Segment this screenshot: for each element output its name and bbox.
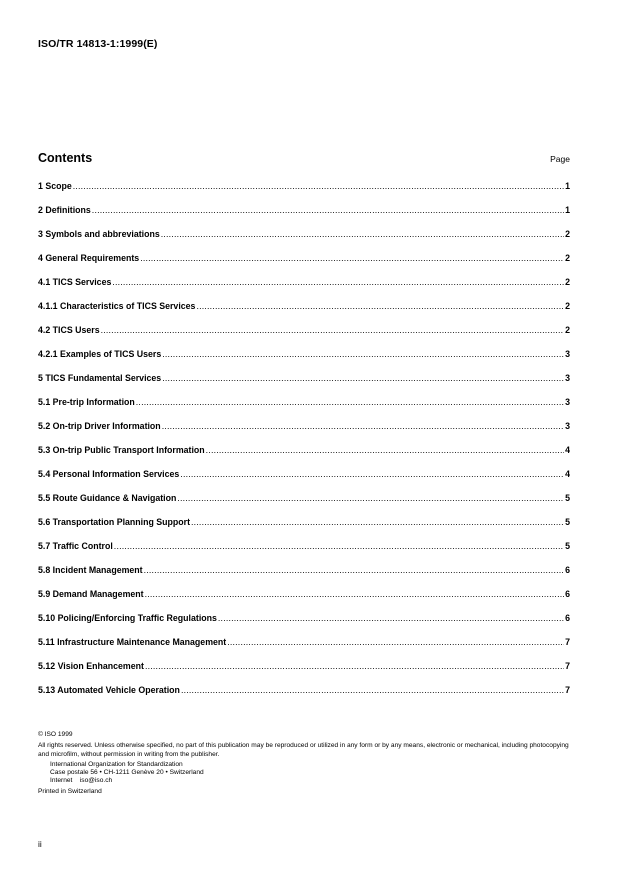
copyright-notice: © ISO 1999 (38, 731, 73, 738)
toc-entry-page: 3 (565, 373, 570, 383)
toc-entry-page: 3 (565, 397, 570, 407)
toc-entry-title: 5.13 Automated Vehicle Operation (38, 685, 180, 695)
toc-dot-leader (136, 396, 564, 408)
toc-entry-page: 4 (565, 469, 570, 479)
toc-entry-title: 5.10 Policing/Enforcing Traffic Regulations (38, 613, 217, 623)
toc-entry[interactable] (38, 684, 570, 708)
toc-entry[interactable] (38, 420, 570, 444)
toc-entry-page: 7 (565, 661, 570, 671)
rights-statement: All rights reserved. Unless otherwise specified, no part of this publication may be reproduced or utilized in any form or by any means, electronic or mechanical, including photocopying and microfilm, without permission in writing from the publisher. (38, 742, 569, 758)
toc-entry-title: 4.2.1 Examples of TICS Users (38, 349, 162, 359)
toc-entry-title: 2 Definitions (38, 205, 91, 215)
toc-dot-leader (161, 228, 564, 240)
toc-entry[interactable] (38, 468, 570, 492)
toc-entry-title: 5.4 Personal Information Services (38, 469, 180, 479)
toc-dot-leader (73, 180, 564, 192)
copyright-block (38, 731, 578, 796)
toc-entry[interactable] (38, 492, 570, 516)
toc-entry[interactable] (38, 372, 570, 396)
toc-entry[interactable] (38, 228, 570, 252)
toc-entry-page: 5 (565, 493, 570, 503)
toc-entry[interactable] (38, 444, 570, 468)
toc-entry-title: 5.7 Traffic Control (38, 541, 113, 551)
postal-address: Case postale 56 • CH-1211 Genève 20 • Switzerland (50, 769, 204, 777)
toc-entry-title: 5.6 Transportation Planning Support (38, 517, 190, 527)
toc-entry[interactable] (38, 396, 570, 420)
toc-dot-leader (101, 324, 564, 336)
toc-dot-leader (227, 636, 564, 648)
email-address[interactable]: iso@iso.ch (79, 777, 113, 785)
toc-entry-page: 4 (565, 445, 570, 455)
toc-entry[interactable] (38, 300, 570, 324)
toc-dot-leader (145, 588, 565, 600)
toc-entry-title: 5.2 On-trip Driver Information (38, 421, 161, 431)
toc-dot-leader (92, 204, 564, 216)
toc-entry-page: 6 (565, 589, 570, 599)
toc-dot-leader (162, 372, 564, 384)
toc-entry-page: 3 (565, 349, 570, 359)
toc-entry-title: 4.1.1 Characteristics of TICS Services (38, 301, 196, 311)
toc-entry-title: 1 Scope (38, 181, 72, 191)
toc-dot-leader (180, 468, 564, 480)
toc-entry[interactable] (38, 660, 570, 684)
toc-entry-title: 4.2 TICS Users (38, 325, 100, 335)
toc-entry-page: 6 (565, 565, 570, 575)
toc-entry[interactable] (38, 540, 570, 564)
toc-entry[interactable] (38, 204, 570, 228)
contents-header (38, 151, 570, 167)
toc-entry-title: 3 Symbols and abbreviations (38, 229, 160, 239)
printed-in: Printed in Switzerland (38, 787, 102, 795)
toc-dot-leader (206, 444, 564, 456)
toc-entry[interactable] (38, 348, 570, 372)
toc-entry-page: 2 (565, 301, 570, 311)
toc-entry-title: 5.3 On-trip Public Transport Information (38, 445, 205, 455)
toc-dot-leader (191, 516, 564, 528)
toc-entry[interactable] (38, 636, 570, 660)
toc-dot-leader (144, 564, 564, 576)
toc-entry[interactable] (38, 324, 570, 348)
toc-entry[interactable] (38, 588, 570, 612)
toc-entry-page: 7 (565, 637, 570, 647)
toc-dot-leader (114, 540, 564, 552)
internet-row (38, 777, 578, 785)
toc-entry-title: 5.9 Demand Management (38, 589, 144, 599)
toc-entry[interactable] (38, 180, 570, 204)
toc-dot-leader (112, 276, 564, 288)
toc-dot-leader (181, 684, 564, 696)
toc-dot-leader (177, 492, 564, 504)
internet-label: Internet (50, 777, 73, 785)
toc-entry-page: 2 (565, 253, 570, 263)
toc-entry-page: 2 (565, 277, 570, 287)
toc-entry[interactable] (38, 612, 570, 636)
toc-entry-page: 5 (565, 517, 570, 527)
document-id: ISO/TR 14813-1:1999(E) (38, 38, 158, 50)
toc-entry-page: 6 (565, 613, 570, 623)
toc-entry-page: 2 (565, 229, 570, 239)
toc-entry-page: 2 (565, 325, 570, 335)
page-number: ii (38, 839, 42, 849)
toc-entry-page: 7 (565, 685, 570, 695)
table-of-contents (38, 180, 570, 708)
toc-entry-title: 4.1 TICS Services (38, 277, 112, 287)
toc-dot-leader (140, 252, 564, 264)
toc-entry-page: 1 (565, 205, 570, 215)
toc-entry-title: 5.11 Infrastructure Maintenance Management (38, 637, 227, 647)
toc-entry-title: 5.12 Vision Enhancement (38, 661, 144, 671)
toc-entry-title: 5.1 Pre-trip Information (38, 397, 135, 407)
toc-entry-title: 5 TICS Fundamental Services (38, 373, 162, 383)
contents-title: Contents (38, 151, 93, 165)
toc-entry-page: 1 (565, 181, 570, 191)
toc-entry-title: 5.8 Incident Management (38, 565, 143, 575)
toc-entry[interactable] (38, 276, 570, 300)
toc-dot-leader (218, 612, 564, 624)
toc-dot-leader (162, 420, 564, 432)
toc-dot-leader (145, 660, 564, 672)
toc-entry[interactable] (38, 564, 570, 588)
toc-dot-leader (162, 348, 564, 360)
toc-entry[interactable] (38, 516, 570, 540)
organization-name: International Organization for Standardization (50, 760, 183, 768)
toc-entry[interactable] (38, 252, 570, 276)
page-column-label: Page (550, 154, 570, 164)
toc-entry-page: 3 (565, 421, 570, 431)
toc-entry-title: 5.5 Route Guidance & Navigation (38, 493, 177, 503)
toc-entry-title: 4 General Requirements (38, 253, 140, 263)
toc-entry-page: 5 (565, 541, 570, 551)
toc-dot-leader (196, 300, 564, 312)
